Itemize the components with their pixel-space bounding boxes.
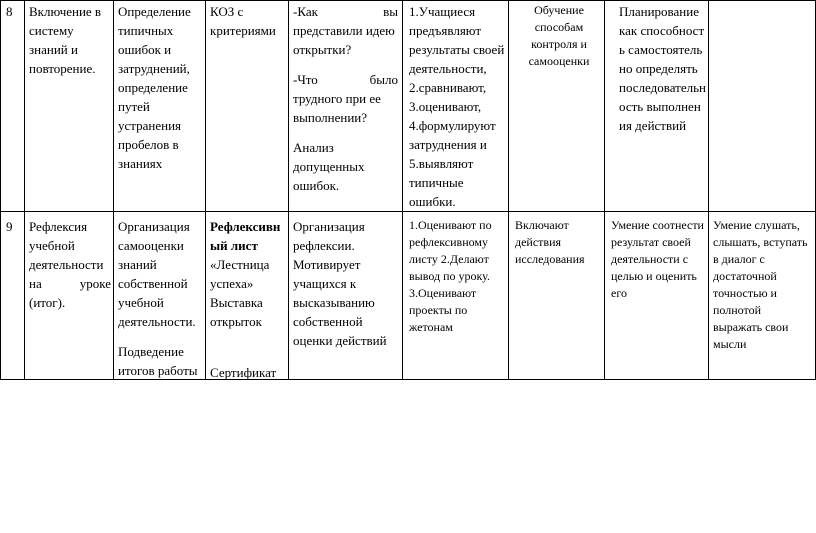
teacher-q1-word: -Как [293, 4, 318, 19]
table-border-top [0, 0, 816, 1]
row8-methods: КОЗ с критериями [210, 4, 276, 38]
teacher-q2-word: было [369, 72, 398, 87]
teacher-q2-word: -Что [293, 72, 318, 87]
stage-word: на [29, 276, 42, 291]
methods-certificate: Сертификат [210, 365, 277, 380]
col-line [604, 0, 605, 380]
row8-number: 8 [6, 4, 13, 19]
row9-methods [210, 217, 286, 382]
col-line [402, 0, 403, 380]
col-line [113, 0, 114, 380]
row8-goals: Определение типичных ошибок и затруднений, определение путей устранения пробелов в знаниях [118, 4, 191, 171]
row9-communicative: Умение слушать, слышать, вступать в диалог с достаточной точностью и полнотой выражать свои мысли [713, 218, 808, 351]
teacher-q1-word: вы [383, 4, 398, 19]
col-line [508, 0, 509, 380]
teacher-analysis: Анализ допущенных ошибок. [293, 140, 365, 193]
stage-text: Рефлексия учебной деятельности [29, 219, 104, 272]
row9-regulatory: Умение соотнести результат своей деятельности с целью и оценить его [611, 218, 704, 300]
row9-cognitive: Включают действия исследования [515, 218, 585, 266]
col-line [288, 0, 289, 380]
students-item: 4.формулируют затруднения и [409, 118, 496, 152]
row8-regulatory: Планирование как способность самостоятельно определять последовательность выполнения действий [619, 4, 706, 133]
row9-teacher: Организация рефлексии. Мотивирует учащихся к высказыванию собственной оценки действий [293, 219, 387, 348]
teacher-q1-text: представили идею открытки? [293, 23, 395, 57]
methods-title: Рефлексивный лист [210, 219, 281, 253]
teacher-q2-text-end: выполнении? [293, 110, 368, 125]
goals-text: Организация самооценки знаний собственной учебной деятельности. [118, 219, 196, 329]
students-item: 1.Учащиеся предъявляют результаты своей деятельности, [409, 4, 505, 76]
row8-teacher [293, 2, 398, 195]
students-item: 3.оценивают, [409, 99, 482, 114]
stage-text-end: (итог). [29, 295, 66, 310]
stage-word: уроке [79, 276, 111, 291]
row8-stage: Включение в систему знаний и повторение. [29, 4, 102, 76]
row9-students: 1.Оценивают по рефлексивному листу 2.Делают вывод по уроку. 3.Оценивают проекты по жетонам [409, 218, 492, 334]
goals-summary: Подведение итогов работы [118, 344, 198, 378]
row8-cognitive: Обучение способам контроля и самооценки [528, 3, 590, 68]
col-line [708, 0, 709, 380]
col-line [0, 0, 1, 380]
col-line [24, 0, 25, 380]
row9-stage [29, 217, 111, 312]
students-item: 5.выявляют типичные ошибки. [409, 156, 474, 209]
row9-goals [118, 217, 204, 380]
teacher-q2-text: трудного при ее [293, 91, 381, 106]
row-divider [0, 211, 816, 212]
row9-number: 9 [6, 219, 13, 234]
methods-text: «Лестница успеха» Выставка открыток [210, 257, 270, 329]
col-line [205, 0, 206, 380]
row8-students [409, 2, 505, 211]
students-item: 2.сравнивают, [409, 80, 487, 95]
